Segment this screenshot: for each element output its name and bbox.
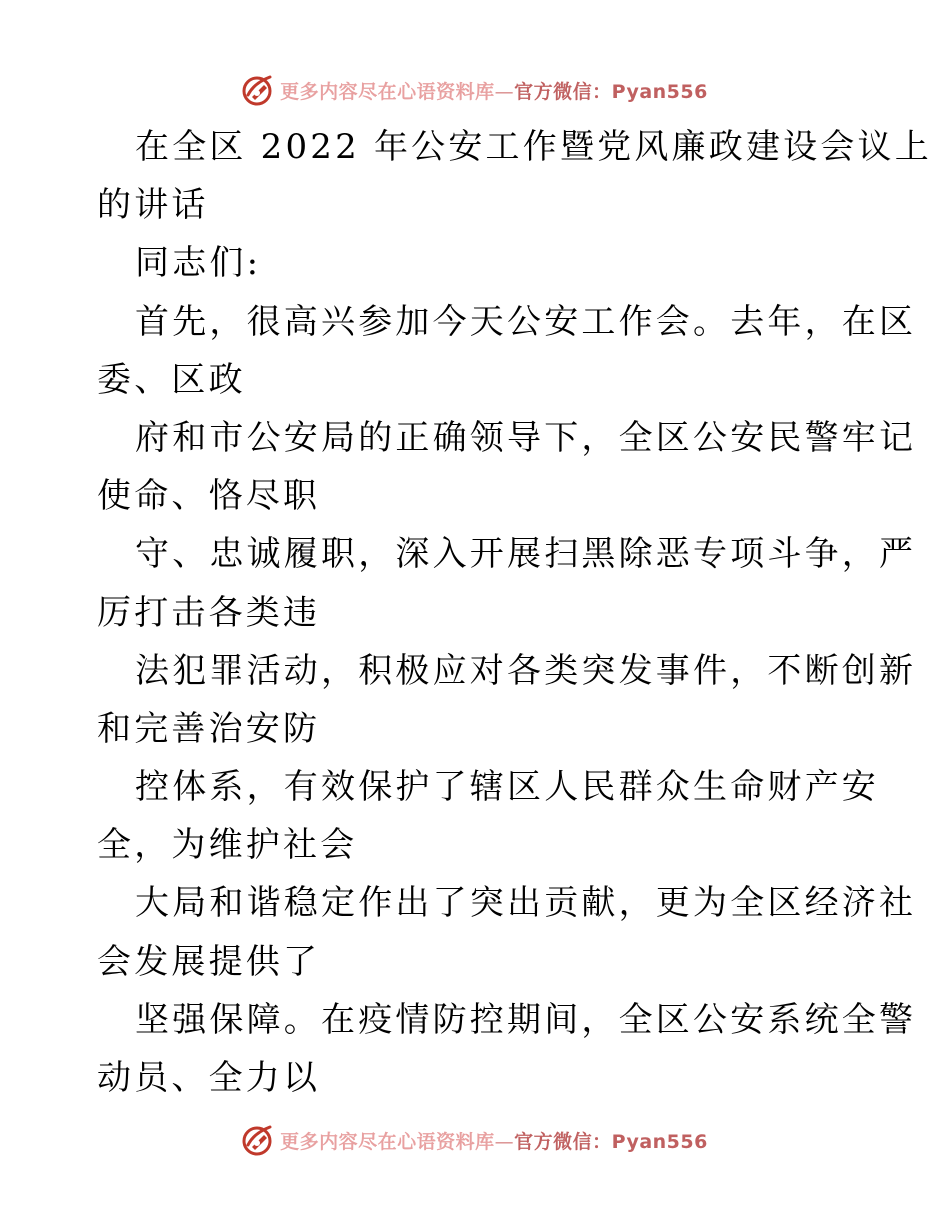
paragraph-line: 首先，很高兴参加今天公安工作会。去年，在区 [135, 301, 917, 342]
paragraph-line: 控体系，有效保护了辖区人民群众生命财产安 [135, 767, 879, 808]
paragraph-line: 动员、全力以 [97, 1058, 321, 1098]
footer-separator: — [494, 1130, 515, 1153]
paragraph-line: 守、忠诚履职，深入开展扫黑除恶专项斗争，严 [135, 534, 917, 575]
footer-banner [0, 1120, 950, 1160]
header-wechat-text: 官方微信：Pyan556 [514, 80, 708, 103]
footer-link-text[interactable]: 更多内容尽在心语资料库 [280, 1130, 495, 1153]
paragraph-line: 同志们: [135, 243, 262, 284]
paragraph-line: 府和市公安局的正确领导下，全区公安民警牢记 [135, 417, 917, 458]
paragraph-line: 大局和谐稳定作出了突出贡献，更为全区经济社 [135, 883, 917, 924]
document-body [97, 118, 932, 1107]
paragraph-line: 会发展提供了 [97, 941, 321, 982]
paragraph-line: 和完善治安防 [97, 708, 321, 749]
paragraph-line: 委、区政 [97, 359, 246, 400]
paragraph-line: 使命、恪尽职 [97, 476, 321, 517]
paragraph-line: 坚强保障。在疫情防控期间，全区公安系统全警 [135, 999, 917, 1040]
header-link-text[interactable]: 更多内容尽在心语资料库 [280, 80, 495, 103]
paragraph-line: 全，为维护社会 [97, 825, 358, 866]
header-separator: — [494, 80, 515, 103]
paragraph-line: 厉打击各类违 [97, 592, 321, 633]
footer-wechat-text: 官方微信：Pyan556 [514, 1130, 708, 1153]
header-banner-text [280, 77, 708, 104]
footer-banner-text [280, 1127, 708, 1154]
pen-circle-logo-icon [242, 73, 276, 107]
paragraph-line: 法犯罪活动，积极应对各类突发事件，不断创新 [135, 650, 917, 691]
document-title-line: 在全区 2022 年公安工作暨党风廉政建设会议上 [135, 127, 932, 167]
pen-circle-logo-icon [242, 1123, 276, 1157]
document-title-line: 的讲话 [97, 185, 209, 226]
header-banner [0, 70, 950, 110]
